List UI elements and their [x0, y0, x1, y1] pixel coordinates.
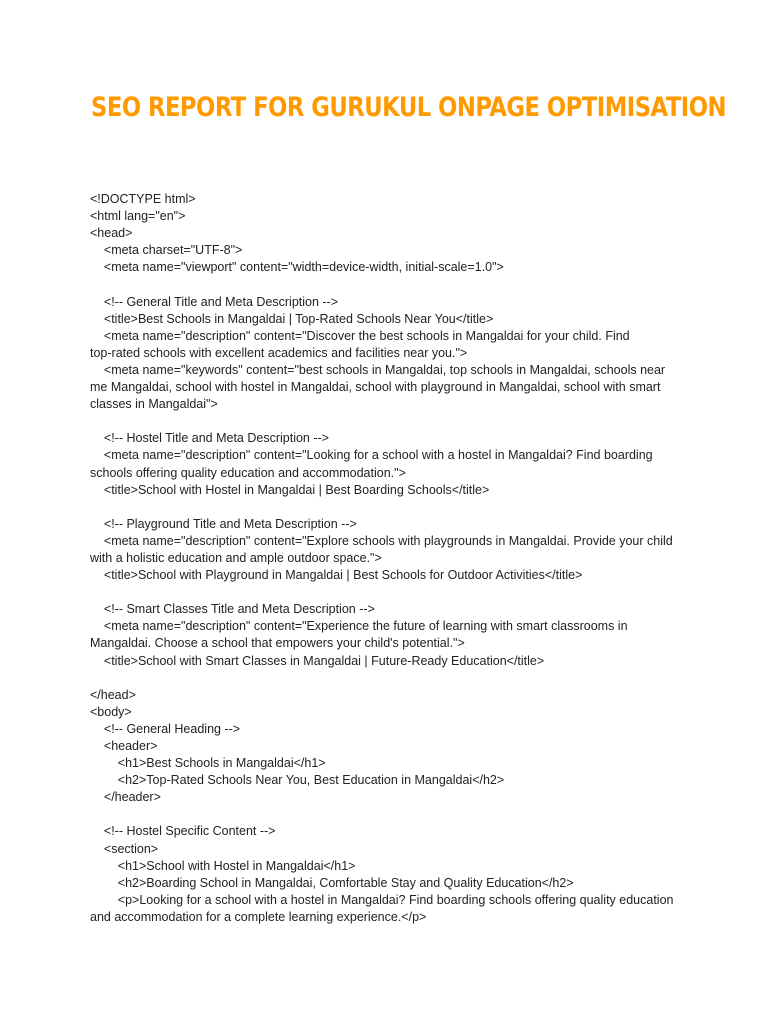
- code-line: <title>School with Playground in Mangaldai | Best Schools for Outdoor Activities</title>: [90, 568, 583, 583]
- code-line: top-rated schools with excellent academics and facilities near you.">: [90, 345, 468, 360]
- code-line: <p>Looking for a school with a hostel in Mangaldai? Find boarding schools offering quality education: [90, 892, 674, 907]
- code-line: <meta name="description" content="Explore schools with playgrounds in Mangaldai. Provide your child: [90, 533, 673, 548]
- code-line: Mangaldai. Choose a school that empowers your child's potential.">: [90, 636, 465, 651]
- code-line: [90, 670, 690, 687]
- code-line: </header>: [90, 790, 161, 805]
- code-line: <h1>School with Hostel in Mangaldai</h1>: [90, 858, 356, 873]
- code-line: classes in Mangaldai">: [90, 397, 218, 412]
- code-line: <section>: [90, 841, 159, 856]
- code-line: <title>School with Smart Classes in Mangaldai | Future-Ready Education</title>: [90, 653, 545, 668]
- code-line: schools offering quality education and accommodation.">: [90, 465, 406, 480]
- code-line: <title>Best Schools in Mangaldai | Top-Rated Schools Near You</title>: [90, 311, 494, 326]
- code-line: <meta name="keywords" content="best schools in Mangaldai, top schools in Mangaldai, schools near: [90, 362, 666, 377]
- code-line: <meta name="viewport" content="width=device-width, initial-scale=1.0">: [90, 260, 504, 275]
- code-line: <!-- Hostel Title and Meta Description -->: [90, 431, 329, 446]
- document-title: SEO REPORT FOR GURUKUL ONPAGE OPTIMISATION: [91, 92, 726, 123]
- code-line: <meta name="description" content="Looking for a school with a hostel in Mangaldai? Find boarding: [90, 448, 653, 463]
- code-line: me Mangaldai, school with hostel in Mangaldai, school with playground in Mangaldai, school with smart: [90, 380, 661, 395]
- code-line: <head>: [90, 226, 133, 241]
- code-line: [90, 276, 690, 293]
- code-line: <!-- General Heading -->: [90, 721, 241, 736]
- code-line: and accommodation for a complete learning experience.</p>: [90, 909, 427, 924]
- code-block: [90, 191, 690, 926]
- code-line: <html lang="en">: [90, 209, 186, 224]
- code-line: [90, 584, 690, 601]
- code-line: <h2>Boarding School in Mangaldai, Comfortable Stay and Quality Education</h2>: [90, 875, 574, 890]
- code-line: <!-- Playground Title and Meta Description -->: [90, 516, 357, 531]
- code-line: <header>: [90, 739, 158, 753]
- code-line: <meta charset="UTF-8">: [90, 243, 243, 258]
- code-line: <h1>Best Schools in Mangaldai</h1>: [90, 756, 326, 771]
- code-line: <meta name="description" content="Experience the future of learning with smart classrooms in: [90, 619, 628, 634]
- code-line: with a holistic education and ample outdoor space.">: [90, 550, 382, 565]
- code-line: <!-- Hostel Specific Content -->: [90, 824, 276, 839]
- code-line: [90, 499, 690, 516]
- code-line: <!-- Smart Classes Title and Meta Description -->: [90, 602, 375, 617]
- code-line: </head>: [90, 687, 136, 702]
- code-line: <!DOCTYPE html>: [90, 192, 196, 206]
- code-line: <h2>Top-Rated Schools Near You, Best Education in Mangaldai</h2>: [90, 773, 505, 788]
- code-line: <body>: [90, 704, 132, 719]
- code-line: <meta name="description" content="Discover the best schools in Mangaldai for your child. Find: [90, 328, 630, 343]
- code-line: [90, 413, 690, 430]
- code-line: <!-- General Title and Meta Description -->: [90, 294, 339, 309]
- code-line: [90, 806, 690, 823]
- code-line: <title>School with Hostel in Mangaldai | Best Boarding Schools</title>: [90, 482, 490, 497]
